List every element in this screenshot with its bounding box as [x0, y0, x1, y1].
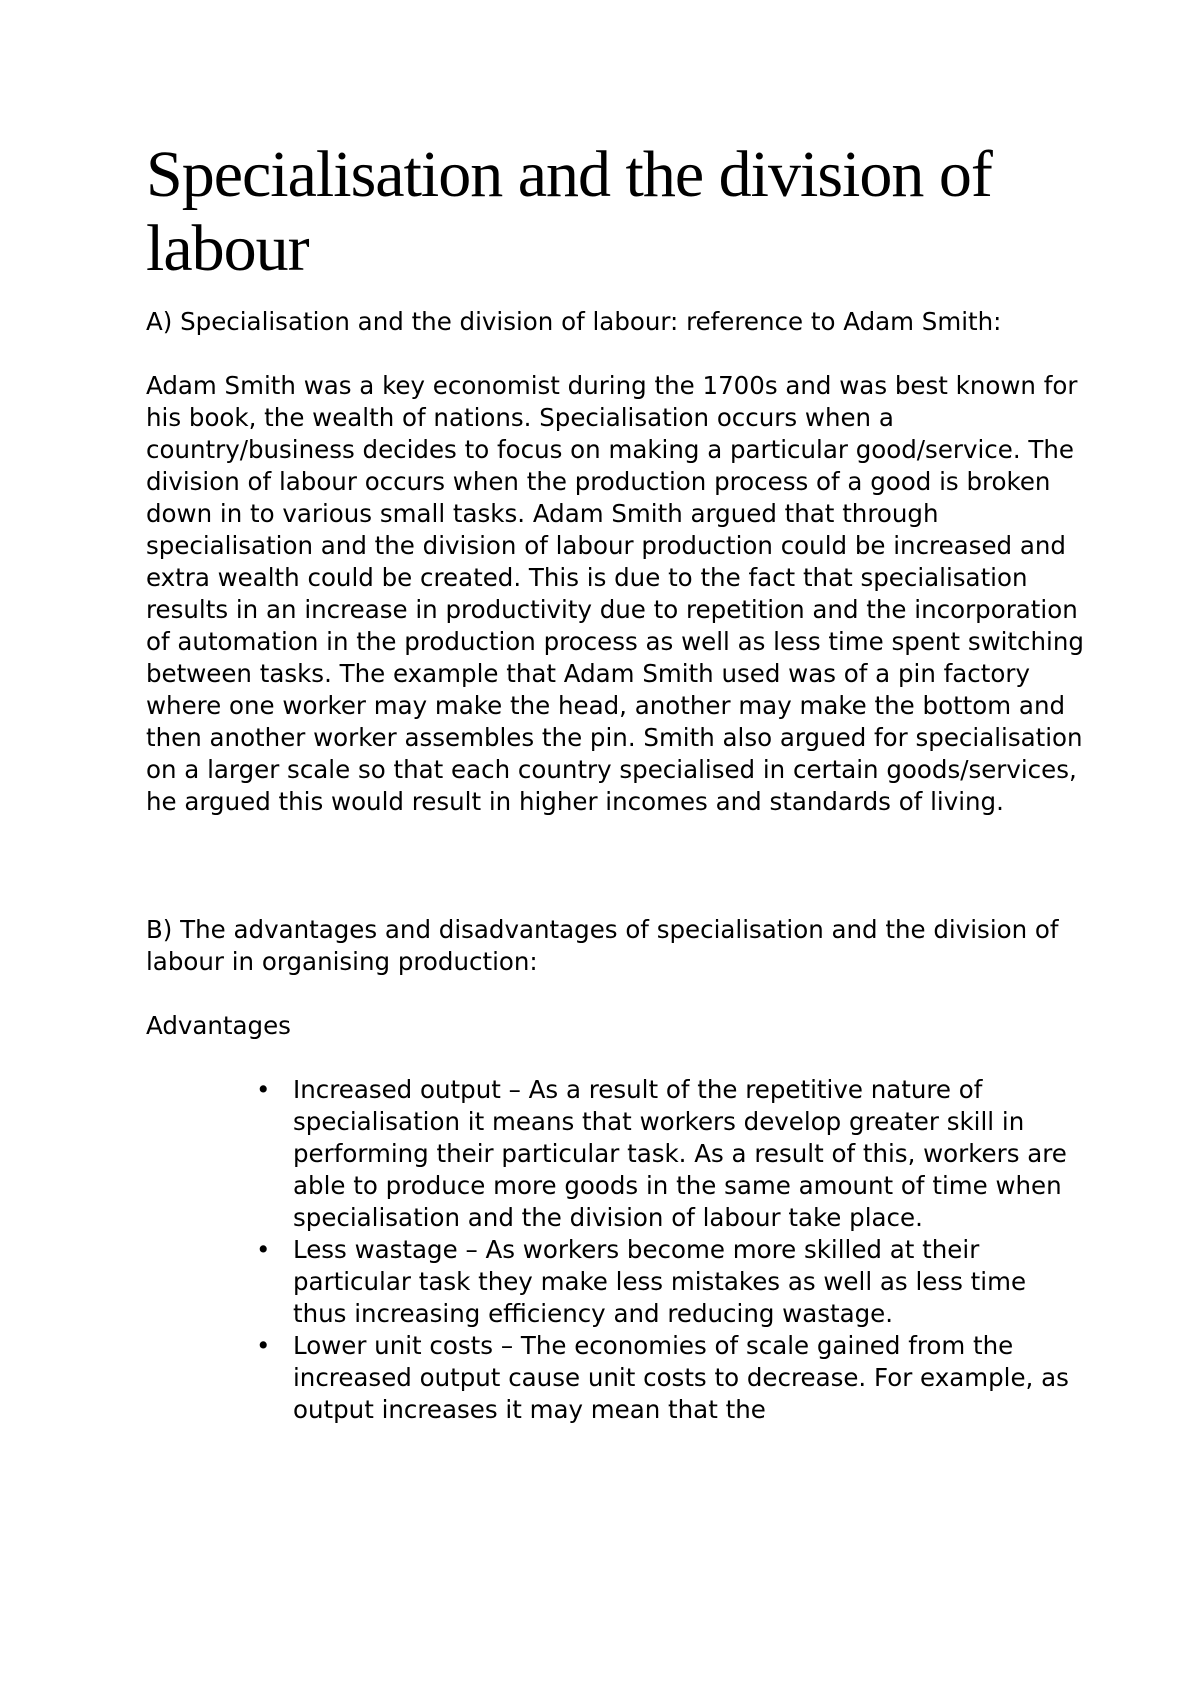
section-a-heading: A) Specialisation and the division of labour: reference to Adam Smith: — [146, 307, 1002, 336]
document-title: Specialisation and the division of labour — [146, 138, 992, 285]
list-item-text: Less wastage – As workers become more skilled at their particular task they make less mistakes as well as less time thus increasing efficiency and reducing wastage. — [293, 1235, 1027, 1328]
section-b-heading: B) The advantages and disadvantages of specialisation and the division of labour in organising production: — [146, 915, 1059, 976]
section-a-body: Adam Smith was a key economist during the 1700s and was best known for his book, the wealth of nations. Specialisation occurs when a country/business decides to focus on making a particular good/service. The division of labour occurs when the production process of a good is broken down in to various small tasks. Adam Smith argued that through specialisation and the division of labour production could be increased and extra wealth could be created. This is due to the fact that specialisation results in an increase in productivity due to repetition and the incorporation of automation in the production process as well as less time spent switching between tasks. The example that Adam Smith used was of a pin factory where one worker may make the head, another may make the bottom and then another worker assembles the pin. Smith also argued for specialisation on a larger scale so that each country specialised in certain goods/services, he argued this would result in higher incomes and standards of living. — [146, 371, 1084, 816]
bullet-icon: • — [256, 1075, 271, 1104]
bullet-icon: • — [256, 1331, 271, 1360]
bullet-icon: • — [256, 1235, 271, 1264]
list-item — [146, 1330, 1086, 1426]
list-item-text: Increased output – As a result of the repetitive nature of specialisation it means that workers develop greater skill in performing their particular task. As a result of this, workers are able to produce more goods in the same amount of time when specialisation and the division of labour take place. — [293, 1075, 1067, 1232]
list-item — [146, 1234, 1086, 1330]
advantages-label: Advantages — [146, 1011, 291, 1040]
advantages-list — [146, 1074, 1086, 1426]
list-item-text: Lower unit costs – The economies of scale gained from the increased output cause unit costs to decrease. For example, as output increases it may mean that the — [293, 1331, 1069, 1424]
list-item — [146, 1074, 1086, 1234]
document-page — [146, 138, 1086, 1426]
